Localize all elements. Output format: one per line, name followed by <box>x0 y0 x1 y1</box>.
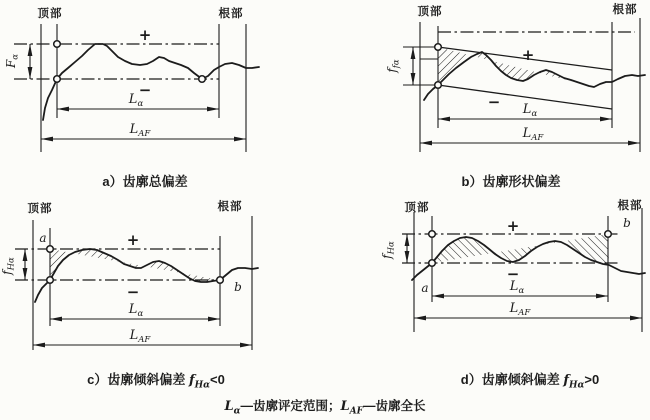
root-label: 根部 <box>617 200 643 212</box>
caption-a-label: a） <box>102 174 123 189</box>
minus-sign: − <box>487 93 501 111</box>
caption-a <box>25 171 265 190</box>
f-alpha-label: $F_\alpha$ <box>4 53 21 69</box>
trace-node-a <box>429 260 436 267</box>
caption-d-label: d） <box>460 372 482 387</box>
footnote-text-2: —齿廓全长 <box>363 399 426 413</box>
caption-c-text: 齿廓倾斜偏差 <box>107 372 189 387</box>
deviation-hatch-area <box>438 47 594 87</box>
plus-sign: + <box>506 217 520 235</box>
footnote-symbol-la-sub: α <box>233 406 241 417</box>
trace-node-a <box>47 246 54 253</box>
panel-b-diagram <box>325 0 650 200</box>
trace-node-b <box>217 277 224 284</box>
tip-label: 顶部 <box>27 203 53 215</box>
trace-node <box>429 231 436 238</box>
point-b-label: b <box>623 216 631 230</box>
caption-b <box>391 171 631 190</box>
trace-node <box>54 76 61 83</box>
deviation-hatch-area <box>50 249 220 282</box>
footnote-text-1: —齿廓评定范围； <box>240 399 341 413</box>
panel-c-diagram <box>0 200 325 365</box>
trace-node <box>435 82 442 89</box>
l-af-label: $L_{AF}$ <box>129 328 151 345</box>
tip-label: 顶部 <box>404 202 430 214</box>
l-alpha-label: $L_\alpha$ <box>128 92 144 109</box>
panel-a-diagram <box>0 0 325 200</box>
point-a-label: a <box>421 281 429 295</box>
trace-node <box>435 44 442 51</box>
footnote-symbol-laf: L <box>340 399 350 414</box>
trace-node <box>47 277 54 284</box>
l-alpha-label: $L_\alpha$ <box>509 279 525 296</box>
caption-d-formula-sub: Hα <box>568 380 585 391</box>
plus-sign: + <box>138 26 152 44</box>
footnote-symbol-laf-sub: AF <box>349 406 364 417</box>
trace-node <box>199 76 206 83</box>
root-label: 根部 <box>217 201 243 213</box>
l-af-label: $L_{AF}$ <box>522 126 544 143</box>
l-alpha-label: $L_\alpha$ <box>128 302 144 319</box>
plus-sign: + <box>126 231 140 249</box>
f-falpha-label: $f_{f\alpha}$ <box>385 59 402 73</box>
caption-b-text: 齿廓形状偏差 <box>482 174 561 189</box>
root-label: 根部 <box>612 4 638 16</box>
caption-d <box>390 369 650 391</box>
trace-node-b <box>605 231 612 238</box>
tip-label: 顶部 <box>37 8 63 20</box>
caption-c <box>16 369 296 391</box>
panel-d-diagram <box>325 200 650 365</box>
caption-d-text: 齿廓倾斜偏差 <box>481 372 564 387</box>
minus-sign: − <box>126 283 140 301</box>
caption-d-comparison: >0 <box>584 372 600 387</box>
caption-c-formula-sub: Hα <box>194 380 211 391</box>
f-halpha-label: $f_{H\alpha}$ <box>380 241 397 259</box>
l-af-label: $L_{AF}$ <box>129 122 151 139</box>
plus-sign: + <box>521 46 535 64</box>
l-alpha-label: $L_\alpha$ <box>522 102 538 119</box>
point-a-label: a <box>39 231 47 245</box>
trace-node <box>54 41 61 48</box>
figure-footnote <box>0 396 650 417</box>
minus-sign: − <box>506 265 520 283</box>
l-af-label: $L_{AF}$ <box>509 301 531 318</box>
profile-trace-curve <box>35 249 258 302</box>
f-halpha-label: $f_{H\alpha}$ <box>0 257 17 275</box>
caption-c-label: c） <box>87 372 108 387</box>
footnote-symbol-la: L <box>224 399 234 414</box>
caption-b-label: b） <box>461 174 483 189</box>
caption-c-formula: f <box>189 373 195 388</box>
minus-sign: − <box>138 81 152 99</box>
tip-label: 顶部 <box>417 6 443 18</box>
root-label: 根部 <box>218 8 244 20</box>
caption-a-text: 齿廓总偏差 <box>122 174 188 189</box>
point-b-label: b <box>234 280 242 294</box>
caption-d-formula: f <box>563 373 569 388</box>
caption-c-comparison: <0 <box>210 372 225 387</box>
